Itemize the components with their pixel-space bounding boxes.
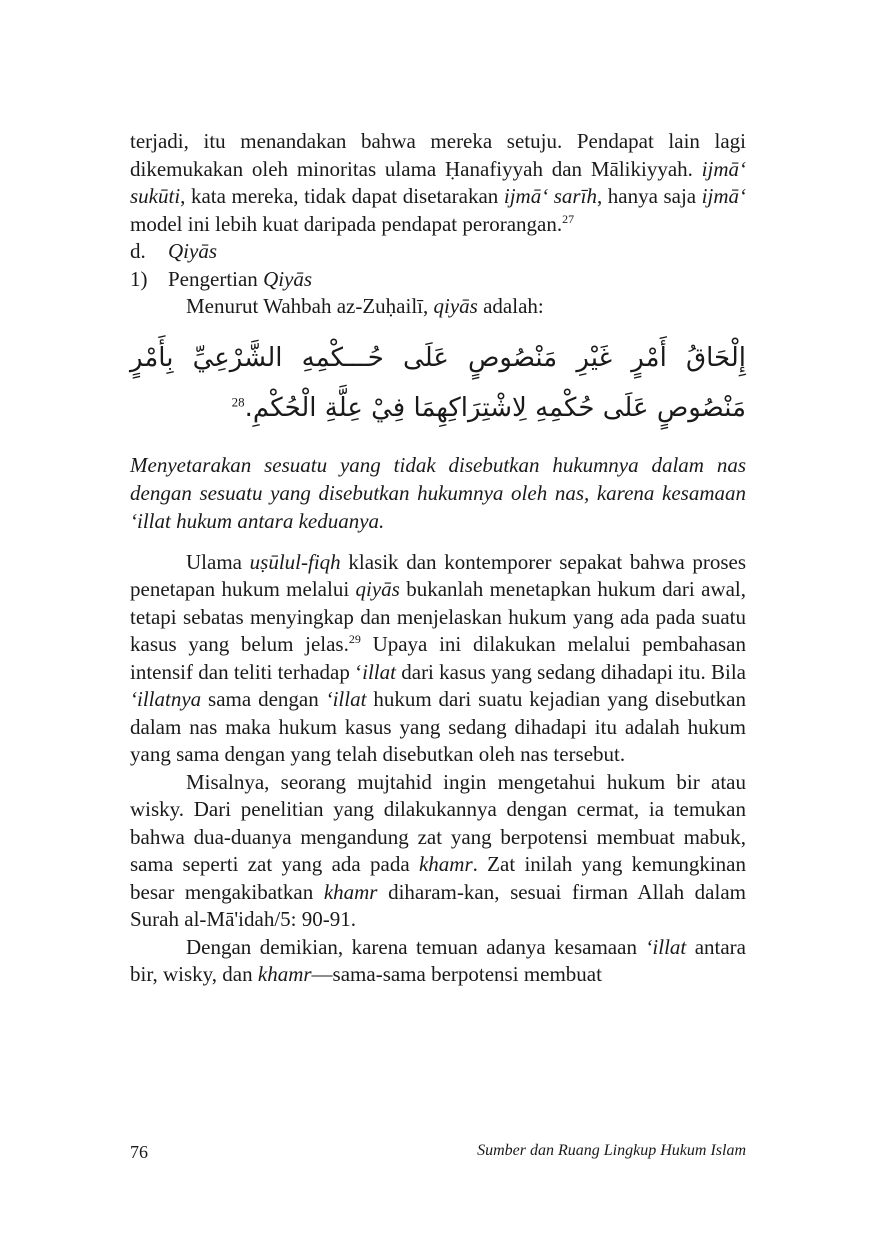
definition-intro: Menurut Wahbah az-Zuḥailī, qiyās adalah: [186,294,544,318]
section-heading: d. Qiyās [130,239,217,263]
definition-translation: Menyetarakan sesuatu yang tidak disebutkan hukumnya dalam nas dengan sesuatu yang disebutkan hukumnya oleh nas, karena kesamaan ‘illat hukum antara keduanya. [130,452,746,533]
footnote-ref-28[interactable]: 28 [231,393,245,409]
paragraph-example: Misalnya, seorang mujtahid ingin mengetahui hukum bir atau wisky. Dari penelitian yang dilakukannya dengan cermat, ia temukan bahwa dua-duanya mengandung zat yang berpotensi membuat mabuk, sama seperti zat yang ada pada khamr. Zat inilah yang kemungkinan besar mengakibatkan khamr diharam-kan, sesuai firman Allah dalam Surah al-Mā'idah/5: 90-91. [130,769,746,931]
subsection-heading: 1) Pengertian Qiyās [130,266,313,291]
paragraph-conclusion: Dengan demikian, karena temuan adanya kesamaan ‘illat antara bir, wisky, dan khamr—sama-sama berpotensi membuat [130,934,746,986]
arabic-definition: إِلْحَاقُ أَمْرٍ غَيْرِ مَنْصُوصٍ عَلَى حُـــكْمِهِ الشَّرْعِيِّ بِأَمْرٍ مَنْصُوصٍ عَلَى حُكْمِهِ لِاشْتِرَاكِهِمَا فِيْ عِلَّةِ الْحُكْمِ.$^{28}$ [130,342,746,423]
page-body [130,128,746,989]
footnote-ref-27[interactable]: 27 [562,211,575,226]
page-footer [130,1142,746,1163]
running-title: Sumber dan Ruang Lingkup Hukum Islam [477,1142,746,1159]
paragraph-ijma-sukuti: terjadi, itu menandakan bahwa mereka setuju. Pendapat lain lagi dikemukakan oleh minoritas ulama Ḥanafiyyah dan Mālikiyyah. ijmā‘ sukūti, kata mereka, tidak dapat disetarakan ijmā‘ sarīh, hanya saja ijmā‘ model ini lebih kuat daripada pendapat perorangan.$^{27}$ [130,129,746,236]
footnote-ref-29[interactable]: 29 [348,632,361,646]
paragraph-ushul-fiqh: Ulama uṣūlul-fiqh klasik dan kontemporer sepakat bahwa proses penetapan hukum melalui qiyās bukanlah menetapkan hukum dari awal, tetapi sebatas menyingkap dan menjelaskan hukum yang ada pada suatu kasus yang belum jelas.$^{29}$ Upaya ini dilakukan melalui pembahasan intensif dan teliti terhadap ‘illat dari kasus yang sedang dihadapi itu. Bila ‘illatnya sama dengan ‘illat hukum dari suatu kejadian yang disebutkan dalam nas maka hukum kasus yang sedang dihadapi itu adalah hukum yang sama dengan yang telah disebutkan oleh nas tersebut. [130,549,747,766]
page-number: 76 [130,1142,148,1162]
